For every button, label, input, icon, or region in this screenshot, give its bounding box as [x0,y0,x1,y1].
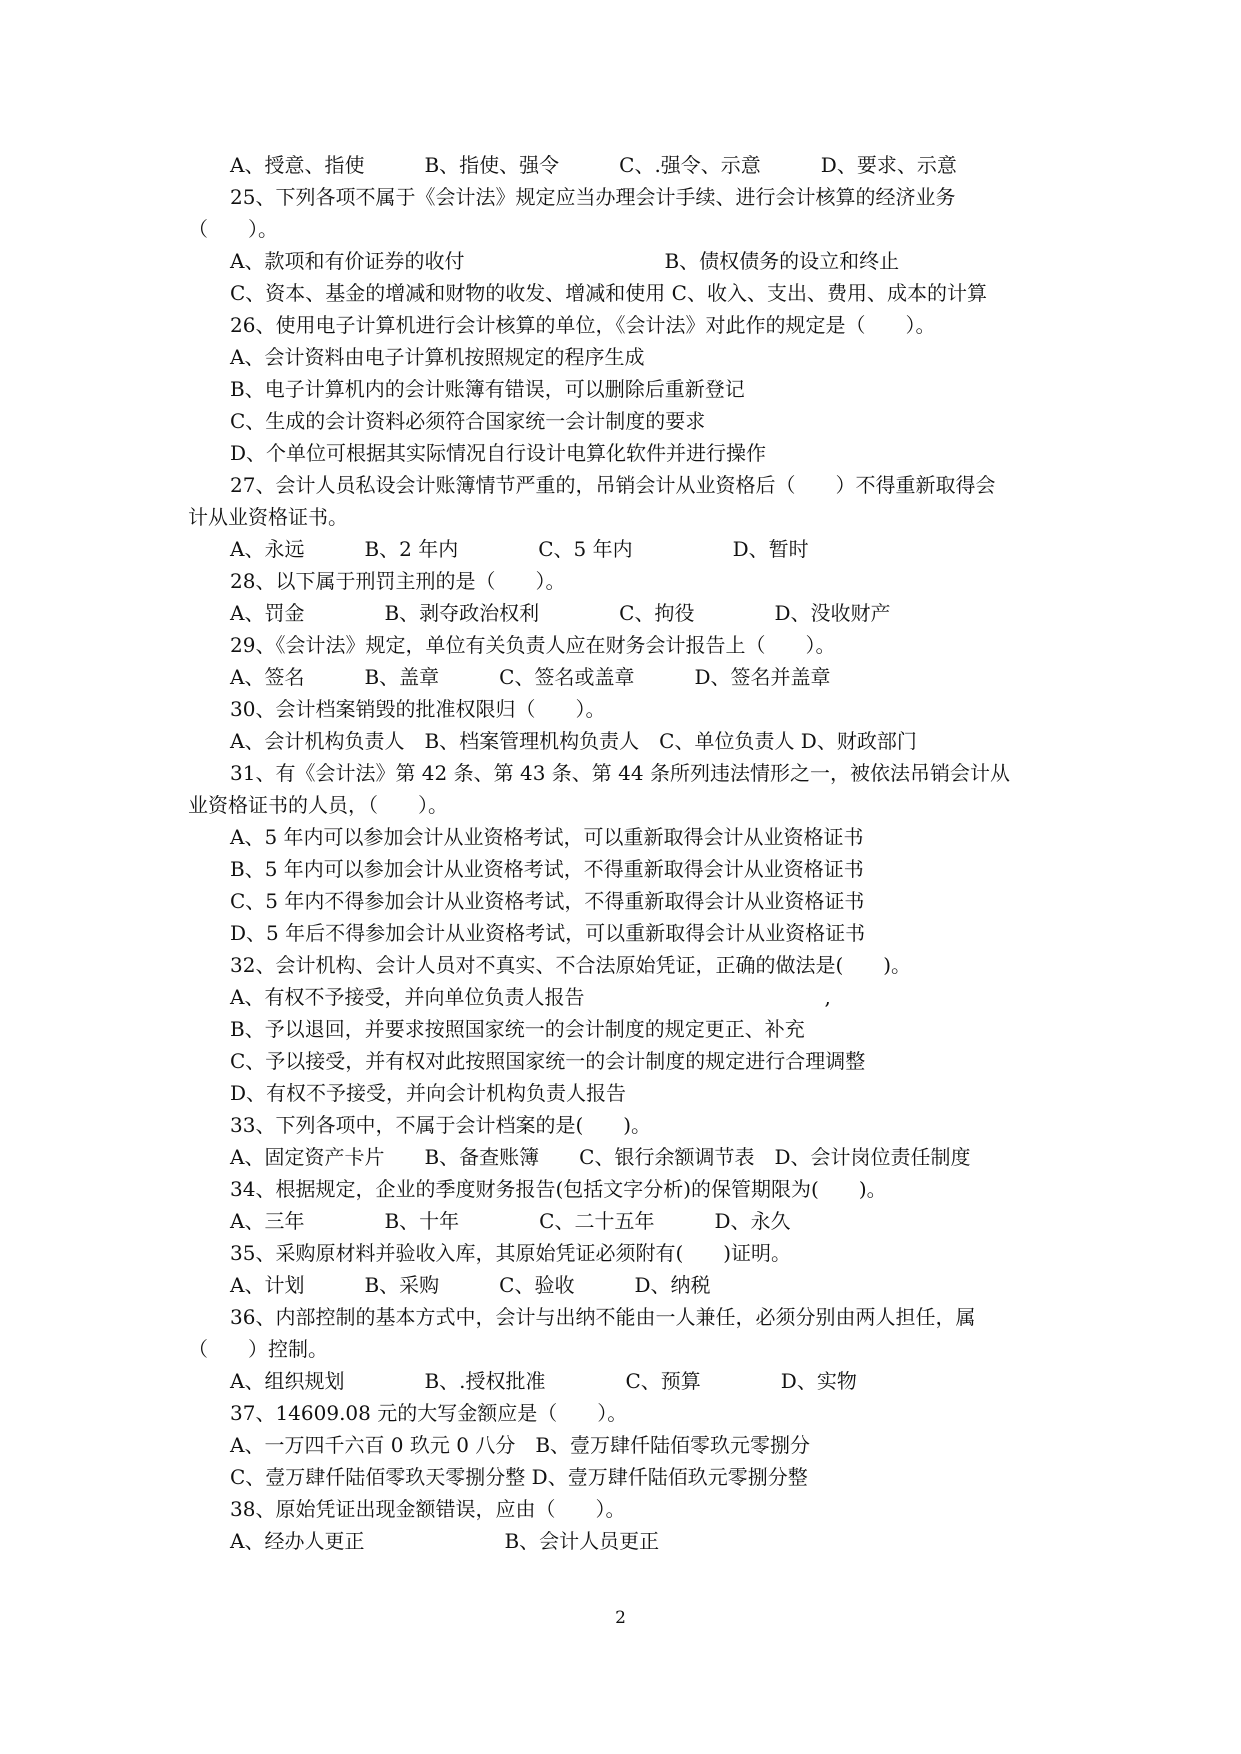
question-31-option-c: C、5 年内不得参加会计从业资格考试，不得重新取得会计从业资格证书 [230,889,865,913]
question-32-option-a: A、有权不予接受，并向单位负责人报告 , [230,985,831,1009]
question-31-option-b: B、5 年内可以参加会计从业资格考试，不得重新取得会计从业资格证书 [230,857,864,881]
question-30-stem: 30、会计档案销毁的批准权限归（ ）。 [230,697,606,721]
question-36-options: A、组织规划 B、.授权批准 C、预算 D、实物 [230,1369,857,1393]
question-26-option-a: A、会计资料由电子计算机按照规定的程序生成 [230,345,645,369]
question-38-stem: 38、原始凭证出现金额错误，应由（ ）。 [230,1497,626,1521]
question-26-option-d: D、个单位可根据其实际情况自行设计电算化软件并进行操作 [230,441,767,465]
question-33-stem: 33、下列各项中，不属于会计档案的是( )。 [230,1113,652,1137]
question-27-options: A、永远 B、2 年内 C、5 年内 D、暂时 [230,537,809,561]
question-28-options: A、罚金 B、剥夺政治权利 C、拘役 D、没收财产 [230,601,891,625]
question-37-stem: 37、14609.08 元的大写金额应是（ ）。 [230,1401,628,1425]
question-29-options: A、签名 B、盖章 C、签名或盖章 D、签名并盖章 [230,665,831,689]
question-25-options-ab: A、款项和有价证券的收付 B、债权债务的设立和终止 [230,249,900,273]
question-31-option-d: D、5 年后不得参加会计从业资格考试，可以重新取得会计从业资格证书 [230,921,866,945]
question-25-options-cd: C、资本、基金的增减和财物的收发、增减和使用 C、收入、支出、费用、成本的计算 [230,281,987,305]
question-31-stem: 31、有《会计法》第 42 条、第 43 条、第 44 条所列违法情形之一，被依法吊销会计从 [230,761,1010,785]
question-25-stem: 25、下列各项不属于《会计法》规定应当办理会计手续、进行会计核算的经济业务 [230,185,956,209]
question-32-option-c: C、予以接受，并有权对此按照国家统一的会计制度的规定进行合理调整 [230,1049,866,1073]
question-37-options-ab: A、一万四千六百 0 玖元 0 八分 B、壹万肆仟陆佰零玖元零捌分 [230,1433,811,1457]
question-25-stem-continued: （ ）。 [188,217,278,241]
question-30-options: A、会计机构负责人 B、档案管理机构负责人 C、单位负责人 D、财政部门 [230,729,917,753]
question-34-options: A、三年 B、十年 C、二十五年 D、永久 [230,1209,791,1233]
question-32-stem: 32、会计机构、会计人员对不真实、不合法原始凭证，正确的做法是( )。 [230,953,912,977]
question-24-options: A、授意、指使 B、指使、强令 C、.强令、示意 D、要求、示意 [230,153,957,177]
question-28-stem: 28、以下属于刑罚主刑的是（ ）。 [230,569,566,593]
question-36-stem: 36、内部控制的基本方式中，会计与出纳不能由一人兼任，必须分别由两人担任，属 [230,1305,976,1329]
question-36-stem-continued: （ ）控制。 [188,1337,328,1361]
question-34-stem: 34、根据规定，企业的季度财务报告(包括文字分析)的保管期限为( )。 [230,1177,887,1201]
question-31-option-a: A、5 年内可以参加会计从业资格考试，可以重新取得会计从业资格证书 [230,825,864,849]
question-26-stem: 26、使用电子计算机进行会计核算的单位，《会计法》对此作的规定是（ ）。 [230,313,936,337]
question-27-stem: 27、会计人员私设会计账簿情节严重的，吊销会计从业资格后（ ）不得重新取得会 [230,473,996,497]
question-27-stem-continued: 计从业资格证书。 [188,505,348,529]
page-number: 2 [615,1608,626,1628]
question-26-option-c: C、生成的会计资料必须符合国家统一会计制度的要求 [230,409,706,433]
question-32-option-d: D、有权不予接受，并向会计机构负责人报告 [230,1081,627,1105]
question-38-options: A、经办人更正 B、会计人员更正 [230,1529,660,1553]
question-31-stem-continued: 业资格证书的人员，（ ）。 [188,793,448,817]
question-33-options: A、固定资产卡片 B、备查账簿 C、银行余额调节表 D、会计岗位责任制度 [230,1145,971,1169]
question-32-option-b: B、予以退回，并要求按照国家统一的会计制度的规定更正、补充 [230,1017,805,1041]
question-29-stem: 29、《会计法》规定，单位有关负责人应在财务会计报告上（ ）。 [230,633,836,657]
question-26-option-b: B、电子计算机内的会计账簿有错误，可以删除后重新登记 [230,377,745,401]
question-35-options: A、计划 B、采购 C、验收 D、纳税 [230,1273,711,1297]
question-37-options-cd: C、壹万肆仟陆佰零玖天零捌分整 D、壹万肆仟陆佰玖元零捌分整 [230,1465,808,1489]
question-35-stem: 35、采购原材料并验收入库，其原始凭证必须附有( )证明。 [230,1241,792,1265]
